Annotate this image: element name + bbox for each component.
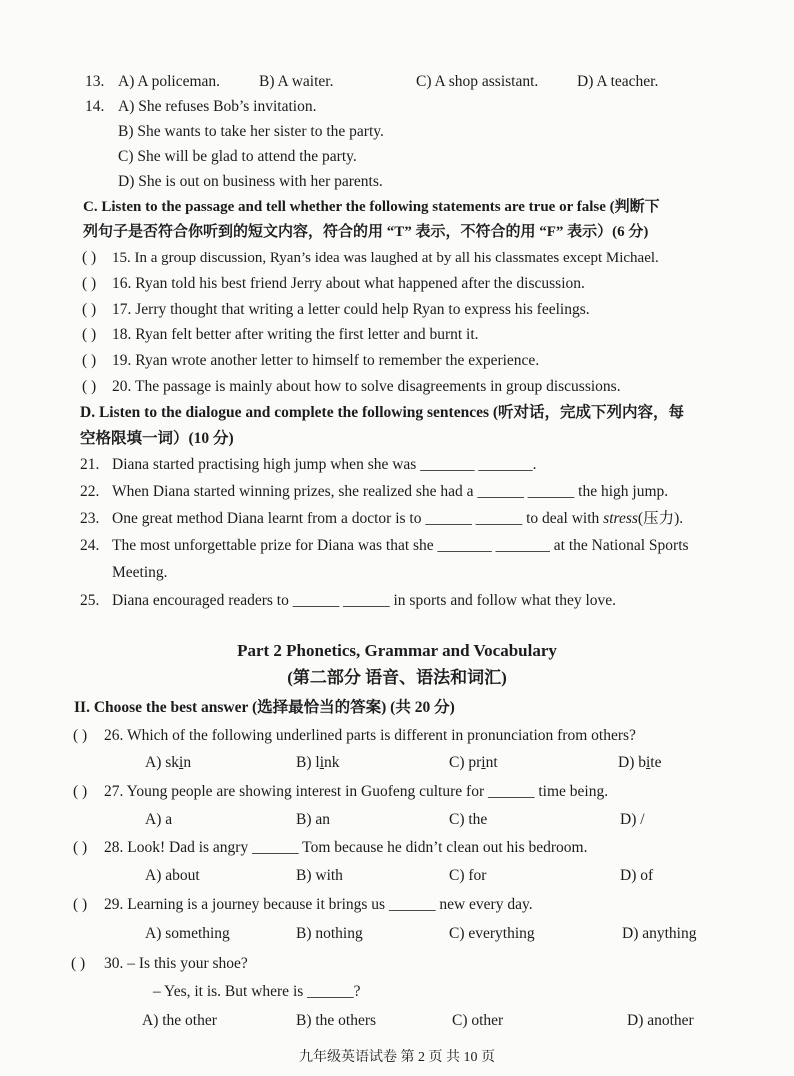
q26-option-c	[449, 753, 498, 773]
answer-paren[interactable]: ( )	[73, 727, 88, 744]
part2-title: Part 2 Phonetics, Grammar and Vocabulary	[237, 641, 557, 660]
q23-text-post: (压力).	[637, 510, 684, 527]
q14-option-c: C) She will be glad to attend the party.	[118, 148, 357, 165]
section-d-heading-line1: D. Listen to the dialogue and complete the following sentences (听对话，完成下列内容，每	[80, 404, 685, 421]
statement-15: 15. In a group discussion, Ryan’s idea was laughed at by all his classmates except Michael.	[112, 250, 659, 266]
answer-paren[interactable]: ( )	[73, 839, 88, 856]
q28-option-d: D) of	[620, 867, 654, 884]
q28-text: 28. Look! Dad is angry ______ Tom because he didn’t clean out his bedroom.	[104, 839, 588, 856]
q24-text: The most unforgettable prize for Diana was that she _______ _______ at the National Sports	[112, 537, 689, 554]
statement-20: 20. The passage is mainly about how to solve disagreements in group discussions.	[112, 378, 621, 395]
q26-d-post: te	[650, 754, 662, 771]
q22-text: When Diana started winning prizes, she realized she had a ______ ______ the high jump.	[112, 483, 669, 500]
q14-option-d: D) She is out on business with her parents.	[118, 173, 383, 190]
statement-17: 17. Jerry thought that writing a letter could help Ryan to express his feelings.	[112, 301, 590, 318]
q29-option-c: C) everything	[449, 925, 535, 942]
q13-option-b: B) A waiter.	[259, 73, 334, 90]
q26-d-underlined: i	[645, 754, 651, 771]
q30-reply: – Yes, it is. But where is ______?	[153, 983, 361, 1000]
part2-subtitle: (第二部分 语音、语法和词汇)	[287, 668, 507, 687]
statement-16: 16. Ryan told his best friend Jerry about what happened after the discussion.	[112, 275, 585, 292]
q26-a-post: n	[183, 754, 192, 771]
q14-option-a: A) She refuses Bob’s invitation.	[118, 98, 317, 115]
q26-c-pre: C) pr	[449, 754, 482, 771]
q28-option-c: C) for	[449, 867, 487, 884]
q26-option-b	[296, 753, 340, 773]
q25-number: 25.	[80, 592, 100, 609]
q13-option-d: D) A teacher.	[577, 73, 659, 90]
q27-option-c: C) the	[449, 811, 488, 828]
q26-a-pre: A) sk	[145, 754, 180, 771]
answer-paren[interactable]: ( )	[73, 783, 88, 800]
section-d-heading-line2: 空格限填一词）(10 分)	[80, 430, 234, 447]
q26-b-underlined: i	[319, 754, 324, 771]
q26-c-post: nt	[485, 754, 498, 771]
q21-number: 21.	[80, 456, 100, 473]
q27-option-d: D) /	[620, 811, 645, 828]
q24-number: 24.	[80, 537, 100, 554]
q25-text: Diana encouraged readers to ______ ______ in sports and follow what they love.	[112, 592, 617, 609]
answer-paren[interactable]: ( )	[82, 352, 97, 369]
answer-paren[interactable]: ( )	[82, 275, 97, 292]
q30-option-a: A) the other	[142, 1012, 217, 1029]
q26-b-post: nk	[324, 754, 340, 771]
answer-paren[interactable]: ( )	[82, 249, 97, 266]
q28-option-b: B) with	[296, 867, 343, 884]
q22-number: 22.	[80, 483, 100, 500]
answer-paren[interactable]: ( )	[82, 378, 97, 395]
q14-option-b: B) She wants to take her sister to the party.	[118, 123, 384, 140]
q24-text-cont: Meeting.	[112, 564, 168, 581]
q29-option-a: A) something	[145, 925, 230, 942]
statement-18: 18. Ryan felt better after writing the first letter and burnt it.	[112, 326, 479, 343]
q14-number: 14.	[85, 98, 105, 115]
answer-paren[interactable]: ( )	[82, 326, 97, 343]
q30-option-b: B) the others	[296, 1012, 377, 1029]
q23-text-italic: stress	[603, 510, 638, 527]
q30-text: 30. – Is this your shoe?	[104, 955, 248, 972]
q30-option-d: D) another	[627, 1012, 694, 1029]
q27-option-b: B) an	[296, 811, 331, 828]
q29-option-d: D) anything	[622, 925, 697, 942]
q27-text: 27. Young people are showing interest in Guofeng culture for ______ time being.	[104, 783, 609, 800]
page-footer: 九年级英语试卷 第 2 页 共 10 页	[299, 1050, 495, 1065]
q26-d-pre: D) b	[618, 754, 646, 771]
q26-b-pre: B) l	[296, 754, 320, 771]
q26-text: 26. Which of the following underlined parts is different in pronunciation from others?	[104, 727, 636, 744]
q26-a-underlined: i	[179, 754, 184, 771]
q26-c-underlined: i	[481, 754, 486, 771]
question-13	[85, 72, 104, 92]
q21-text: Diana started practising high jump when she was _______ _______.	[112, 456, 537, 473]
answer-paren[interactable]: ( )	[82, 301, 97, 318]
section-ii-heading: II. Choose the best answer (选择最恰当的答案) (共 20 分)	[74, 699, 455, 716]
q13-option-a: A) A policeman.	[118, 73, 221, 90]
q29-option-b: B) nothing	[296, 925, 363, 942]
q29-text: 29. Learning is a journey because it brings us ______ new every day.	[104, 896, 533, 913]
q23-number: 23.	[80, 510, 100, 527]
section-c-heading-line1: C. Listen to the passage and tell whether the following statements are true or false (判断下	[83, 199, 660, 215]
q13-option-c: C) A shop assistant.	[416, 73, 539, 90]
statement-19: 19. Ryan wrote another letter to himself to remember the experience.	[112, 352, 540, 369]
q26-option-a	[145, 753, 191, 773]
answer-paren[interactable]: ( )	[71, 955, 86, 972]
q30-option-c: C) other	[452, 1012, 504, 1029]
section-c-heading-line2: 列句子是否符合你听到的短文内容，符合的用 “T” 表示，不符合的用 “F” 表示）(6 分)	[83, 224, 649, 240]
q13-number: 13.	[85, 73, 105, 90]
q26-option-d	[618, 753, 661, 773]
q27-option-a: A) a	[145, 811, 173, 828]
q28-option-a: A) about	[145, 867, 200, 884]
answer-paren[interactable]: ( )	[73, 896, 88, 913]
q23-text	[112, 509, 683, 529]
q23-text-pre: One great method Diana learnt from a doctor is to ______ ______ to deal with	[112, 510, 604, 527]
